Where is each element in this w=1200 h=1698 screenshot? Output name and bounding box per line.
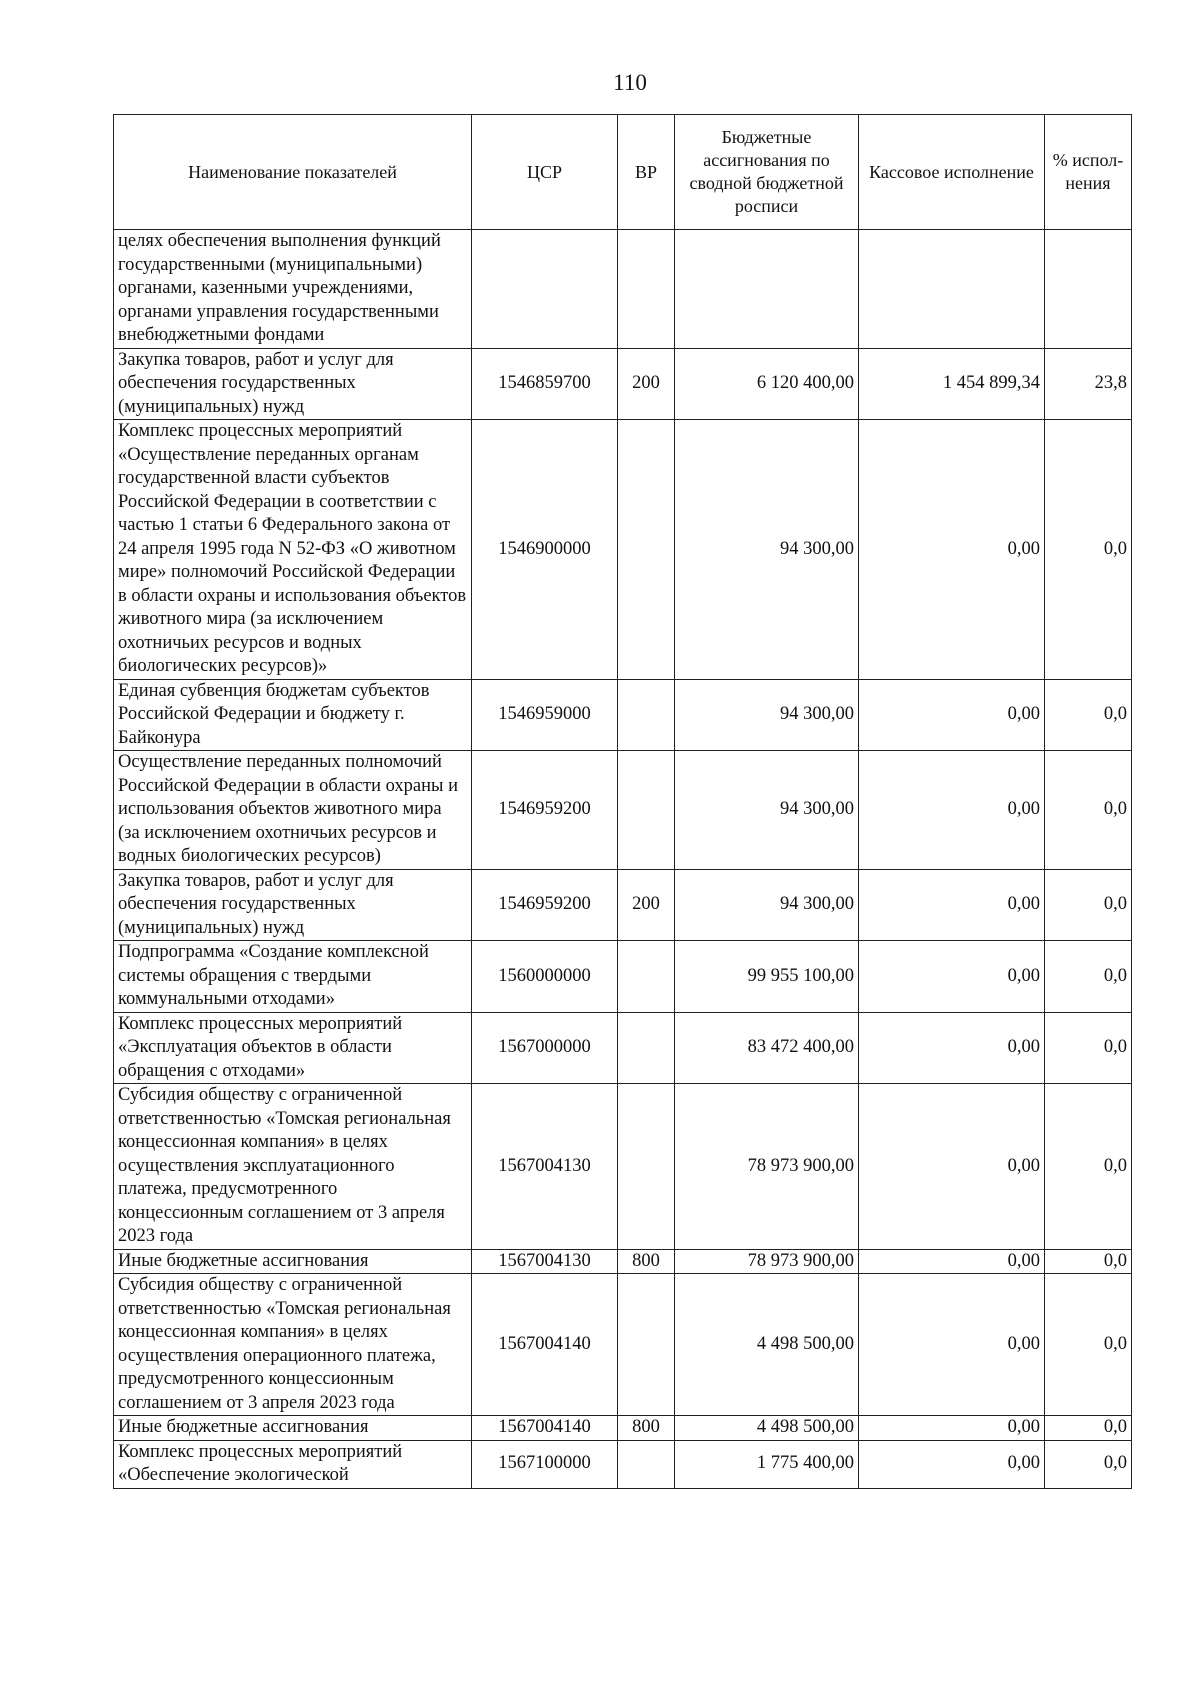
cell-percent: 0,0 — [1045, 420, 1132, 680]
header-percent: % испол-нения — [1045, 115, 1132, 230]
cell-name: Комплекс процессных мероприятий «Осуществление переданных органам государственной власти субъектов Российской Федерации в соответствии с частью 1 статьи 6 Федерального закона от 24 апреля 1995 года N 52-ФЗ «О животном мире» полномочий Российской Федерации в области охраны и использования объектов животного мира (за исключением охотничьих ресурсов и водных биологических ресурсов)» — [114, 420, 472, 680]
cell-budget: 94 300,00 — [675, 679, 859, 751]
table-row — [114, 348, 1132, 420]
cell-name: Закупка товаров, работ и услуг для обеспечения государственных (муниципальных) нужд — [114, 348, 472, 420]
cell-percent: 0,0 — [1045, 1440, 1132, 1488]
table-row — [114, 420, 1132, 680]
cell-percent: 0,0 — [1045, 1084, 1132, 1250]
cell-name: Подпрограмма «Создание комплексной системы обращения с твердыми коммунальными отходами» — [114, 941, 472, 1013]
cell-name: Субсидия обществу с ограниченной ответственностью «Томская региональная концессионная компания» в целях осуществления эксплуатационного платежа, предусмотренного концессионным соглашением от 3 апреля 2023 года — [114, 1084, 472, 1250]
cell-budget: 4 498 500,00 — [675, 1274, 859, 1416]
cell-cash: 0,00 — [859, 1416, 1045, 1441]
cell-cash: 1 454 899,34 — [859, 348, 1045, 420]
cell-cash: 0,00 — [859, 869, 1045, 941]
cell-cash: 0,00 — [859, 1249, 1045, 1274]
cell-vr — [618, 1084, 675, 1250]
table-header-row — [114, 115, 1132, 230]
cell-budget: 4 498 500,00 — [675, 1416, 859, 1441]
cell-name: Осуществление переданных полномочий Российской Федерации в области охраны и использования объектов животного мира (за исключением охотничьих ресурсов и водных биологических ресурсов) — [114, 751, 472, 870]
cell-vr: 800 — [618, 1249, 675, 1274]
cell-cash: 0,00 — [859, 1274, 1045, 1416]
header-budget: Бюджетные ассигнования по сводной бюджетной росписи — [675, 115, 859, 230]
cell-csr: 1567004130 — [472, 1084, 618, 1250]
table-row — [114, 230, 1132, 349]
cell-csr: 1546859700 — [472, 348, 618, 420]
cell-budget: 6 120 400,00 — [675, 348, 859, 420]
cell-percent: 0,0 — [1045, 1416, 1132, 1441]
cell-percent: 0,0 — [1045, 679, 1132, 751]
cell-vr — [618, 751, 675, 870]
cell-csr: 1546959200 — [472, 751, 618, 870]
header-name: Наименование показателей — [114, 115, 472, 230]
cell-percent: 0,0 — [1045, 1274, 1132, 1416]
table-row — [114, 1440, 1132, 1488]
cell-percent: 0,0 — [1045, 941, 1132, 1013]
cell-vr — [618, 941, 675, 1013]
table-row — [114, 751, 1132, 870]
cell-budget: 99 955 100,00 — [675, 941, 859, 1013]
cell-name: Единая субвенция бюджетам субъектов Российской Федерации и бюджету г. Байконура — [114, 679, 472, 751]
header-csr: ЦСР — [472, 115, 618, 230]
cell-name: целях обеспечения выполнения функций государственными (муниципальными) органами, казенными учреждениями, органами управления государственными внебюджетными фондами — [114, 230, 472, 349]
cell-csr: 1567004140 — [472, 1274, 618, 1416]
cell-csr: 1546959200 — [472, 869, 618, 941]
table-row — [114, 869, 1132, 941]
cell-csr — [472, 230, 618, 349]
cell-csr: 1546959000 — [472, 679, 618, 751]
cell-csr: 1567004140 — [472, 1416, 618, 1441]
table-body — [114, 230, 1132, 1489]
table-row — [114, 941, 1132, 1013]
cell-name: Закупка товаров, работ и услуг для обеспечения государственных (муниципальных) нужд — [114, 869, 472, 941]
cell-vr — [618, 1440, 675, 1488]
cell-budget: 94 300,00 — [675, 751, 859, 870]
cell-budget — [675, 230, 859, 349]
cell-cash — [859, 230, 1045, 349]
cell-vr: 200 — [618, 348, 675, 420]
cell-budget: 94 300,00 — [675, 420, 859, 680]
cell-percent: 0,0 — [1045, 869, 1132, 941]
table-row — [114, 1084, 1132, 1250]
cell-budget: 78 973 900,00 — [675, 1249, 859, 1274]
cell-cash: 0,00 — [859, 1440, 1045, 1488]
cell-percent: 0,0 — [1045, 1012, 1132, 1084]
budget-execution-table — [113, 114, 1132, 1489]
cell-vr — [618, 1274, 675, 1416]
cell-cash: 0,00 — [859, 1012, 1045, 1084]
cell-csr: 1567004130 — [472, 1249, 618, 1274]
cell-name: Комплекс процессных мероприятий «Обеспечение экологической — [114, 1440, 472, 1488]
cell-cash: 0,00 — [859, 941, 1045, 1013]
cell-budget: 78 973 900,00 — [675, 1084, 859, 1250]
header-cash: Кассовое исполнение — [859, 115, 1045, 230]
cell-name: Субсидия обществу с ограниченной ответственностью «Томская региональная концессионная компания» в целях осуществления операционного платежа, предусмотренного концессионным соглашением от 3 апреля 2023 года — [114, 1274, 472, 1416]
table-row — [114, 1274, 1132, 1416]
cell-cash: 0,00 — [859, 420, 1045, 680]
cell-csr: 1567000000 — [472, 1012, 618, 1084]
cell-csr: 1567100000 — [472, 1440, 618, 1488]
cell-name: Иные бюджетные ассигнования — [114, 1249, 472, 1274]
cell-budget: 83 472 400,00 — [675, 1012, 859, 1084]
page-number: 110 — [613, 70, 647, 95]
cell-percent — [1045, 230, 1132, 349]
cell-vr — [618, 1012, 675, 1084]
cell-name: Иные бюджетные ассигнования — [114, 1416, 472, 1441]
table-row — [114, 1012, 1132, 1084]
cell-percent: 23,8 — [1045, 348, 1132, 420]
cell-vr: 200 — [618, 869, 675, 941]
table-row — [114, 679, 1132, 751]
cell-name: Комплекс процессных мероприятий «Эксплуатация объектов в области обращения с отходами» — [114, 1012, 472, 1084]
cell-cash: 0,00 — [859, 679, 1045, 751]
cell-vr — [618, 420, 675, 680]
table-row — [114, 1249, 1132, 1274]
cell-percent: 0,0 — [1045, 1249, 1132, 1274]
cell-budget: 94 300,00 — [675, 869, 859, 941]
cell-csr: 1546900000 — [472, 420, 618, 680]
cell-cash: 0,00 — [859, 751, 1045, 870]
cell-budget: 1 775 400,00 — [675, 1440, 859, 1488]
header-vr: ВР — [618, 115, 675, 230]
cell-cash: 0,00 — [859, 1084, 1045, 1250]
cell-csr: 1560000000 — [472, 941, 618, 1013]
cell-percent: 0,0 — [1045, 751, 1132, 870]
cell-vr — [618, 679, 675, 751]
cell-vr: 800 — [618, 1416, 675, 1441]
cell-vr — [618, 230, 675, 349]
table-row — [114, 1416, 1132, 1441]
